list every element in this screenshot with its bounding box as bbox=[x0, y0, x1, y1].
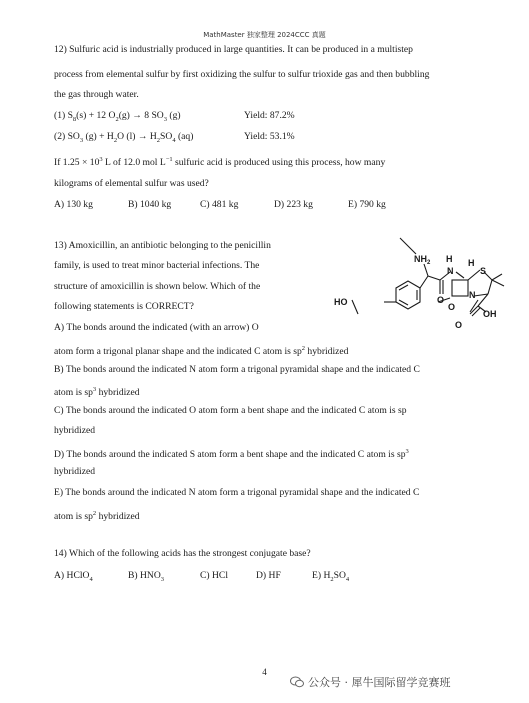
q12-text-line1: 12) Sulfuric acid is industrially produced in large quantities. It can be produced in a multistep bbox=[54, 44, 413, 55]
h-label-1: H bbox=[446, 254, 453, 264]
amoxicillin-structure bbox=[328, 236, 506, 332]
nh2-label: $NH_2$ bbox=[414, 254, 431, 266]
q14-option-b[interactable]: B) $HNO_3$ bbox=[128, 570, 165, 583]
q12-text-line2: process from elemental sulfur by first oxidizing the sulfur to sulfur trioxide gas and then bubbling bbox=[54, 69, 430, 80]
q12-equation2: (2) $SO_3$ $(g) + H_2O$ $(l) \to H_2SO_4$ (aq) bbox=[54, 131, 194, 144]
q14-option-e[interactable]: E) $H_2SO_4$ bbox=[312, 570, 350, 583]
q12-option-a[interactable]: A) 130 kg bbox=[54, 199, 93, 210]
q12-option-c[interactable]: C) 481 kg bbox=[200, 199, 239, 210]
q12-question-line1: If $1.25 \times 10^3$ L of 12.0 mol $L^{-1}$ sulfuric acid is produced using this process, how many bbox=[54, 156, 386, 169]
q13-text-line3: structure of amoxicillin is shown below. Which of the bbox=[54, 281, 261, 292]
q12-equation2-yield: Yield: 53.1% bbox=[244, 131, 295, 142]
q12-option-e[interactable]: E) 790 kg bbox=[348, 199, 386, 210]
s-label: S bbox=[480, 266, 487, 276]
q12-question-line2: kilograms of elemental sulfur was used? bbox=[54, 178, 209, 189]
q14-option-a[interactable]: A) HClO$_4$ bbox=[54, 570, 93, 583]
n-label-2: N bbox=[469, 290, 476, 300]
q13-option-d-line2: hybridized bbox=[54, 466, 96, 477]
q13-option-e-line1[interactable]: E) The bonds around the indicated N atom form a trigonal pyramidal shape and the indicated C bbox=[54, 487, 420, 498]
q13-text-line1: 13) Amoxicillin, an antibiotic belonging to the penicillin bbox=[54, 240, 271, 251]
q13-option-a-line1[interactable]: A) The bonds around the indicated (with an arrow) O bbox=[54, 322, 259, 333]
q12-option-b[interactable]: B) 1040 kg bbox=[128, 199, 172, 210]
q13-option-e-line2: atom is $sp^2$ hybridized bbox=[54, 510, 140, 523]
watermark-text: 公众号 · 犀牛国际留学竞赛班 bbox=[308, 676, 451, 689]
n-label-1: N bbox=[447, 266, 454, 276]
page-header: MathMaster 独家整理 2024CCC 真题 bbox=[203, 31, 326, 39]
q12-equation1: (1) $S_8(s) + 12$ $O_2(g) \to 8$ $SO_3$ (g) bbox=[54, 110, 181, 123]
h-label-2: H bbox=[468, 258, 475, 268]
q13-text-line4: following statements is CORRECT? bbox=[54, 301, 194, 312]
o-label-1: O bbox=[437, 295, 445, 305]
watermark bbox=[290, 674, 451, 690]
q14-question: 14) Which of the following acids has the strongest conjugate base? bbox=[54, 548, 311, 559]
q12-text-line3: the gas through water. bbox=[54, 89, 139, 100]
o-label-3: O bbox=[455, 320, 463, 330]
q12-equation1-yield: Yield: 87.2% bbox=[244, 110, 295, 121]
page-number: 4 bbox=[262, 667, 267, 677]
q14-option-d[interactable]: D) HF bbox=[256, 570, 281, 581]
q13-option-b-line1[interactable]: B) The bonds around the indicated N atom form a trigonal pyramidal shape and the indicated C bbox=[54, 364, 420, 375]
q13-option-a-line2: atom form a trigonal planar shape and the indicated C atom is $sp^2$ hybridized bbox=[54, 345, 349, 358]
q13-option-c-line1[interactable]: C) The bonds around the indicated O atom form a bent shape and the indicated C atom is sp bbox=[54, 405, 407, 416]
wechat-icon bbox=[290, 676, 304, 688]
q12-option-d[interactable]: D) 223 kg bbox=[274, 199, 313, 210]
q13-option-c-line2: hybridized bbox=[54, 425, 96, 436]
oh-label: OH bbox=[483, 309, 497, 319]
q14-option-c[interactable]: C) HCl bbox=[200, 570, 228, 581]
ho-label: HO bbox=[334, 297, 348, 307]
q13-option-d-line1[interactable]: D) The bonds around the indicated S atom form a bent shape and the indicated C atom is $sp^3$ bbox=[54, 448, 409, 461]
o-label-2: O bbox=[448, 302, 456, 312]
q13-option-b-line2: atom is $sp^3$ hybridized bbox=[54, 386, 140, 399]
q13-text-line2: family, is used to treat minor bacterial infections. The bbox=[54, 260, 260, 271]
